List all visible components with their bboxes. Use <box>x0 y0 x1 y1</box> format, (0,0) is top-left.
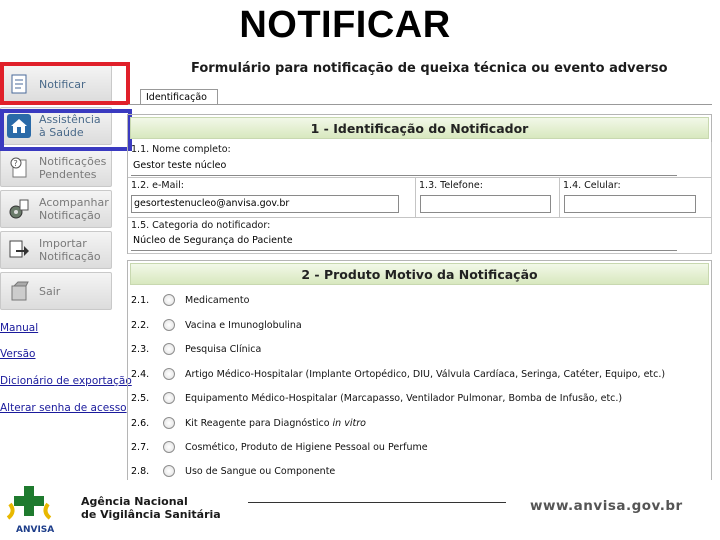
option-number: 2.8. <box>131 465 150 477</box>
manual-link[interactable]: Manual <box>0 322 39 334</box>
export-dictionary-link[interactable]: Dicionário de exportação <box>0 375 132 387</box>
option-number: 2.6. <box>131 417 150 429</box>
name-field[interactable]: Gestor teste núcleo <box>131 158 677 176</box>
highlight-box-red <box>0 62 130 105</box>
sidebar-item-importar[interactable] <box>0 231 112 269</box>
option-row <box>131 317 302 333</box>
anvisa-logo <box>4 482 62 534</box>
sidebar-item-label: Sair <box>39 284 61 298</box>
svg-text:?: ? <box>13 159 18 168</box>
option-label: Uso de Sangue ou Componente <box>185 465 336 477</box>
option-label: Equipamento Médico-Hospitalar (Marcapasso, Ventilador Pulmonar, Bomba de Infusão, etc.) <box>185 392 623 404</box>
phone-field[interactable] <box>420 195 551 213</box>
sidebar-item-pendentes[interactable] <box>0 149 112 187</box>
option-label: Medicamento <box>185 294 250 306</box>
radio-artigo-medico[interactable] <box>163 368 175 380</box>
option-label-text: Kit Reagente para Diagnóstico <box>185 417 333 429</box>
category-label: 1.5. Categoria do notificador: <box>131 220 271 231</box>
option-label: Artigo Médico-Hospitalar (Implante Ortopédico, DIU, Válvula Cardíaca, Seringa, Catéter, Equipo, etc.) <box>185 368 666 380</box>
section-title: 1 - Identificação do Notificador <box>130 117 709 139</box>
phone-label: 1.3. Telefone: <box>419 180 483 191</box>
radio-pesquisa-clinica[interactable] <box>163 343 175 355</box>
option-row <box>131 341 261 357</box>
pending-document-icon <box>5 154 33 182</box>
section-title: 2 - Produto Motivo da Notificação <box>130 263 709 285</box>
tab-identificacao[interactable]: Identificação <box>140 89 218 105</box>
option-label-italic: in vitro <box>332 417 366 429</box>
option-row <box>131 390 622 406</box>
cell-phone-label: 1.4. Celular: <box>563 180 621 191</box>
agency-line-1: Agência Nacional <box>81 495 188 508</box>
name-label: 1.1. Nome completo: <box>131 144 231 155</box>
change-password-link[interactable]: Alterar senha de acesso <box>0 402 127 414</box>
option-row <box>131 292 249 308</box>
website-url: www.anvisa.gov.br <box>530 498 683 514</box>
option-label: Cosmético, Produto de Higiene Pessoal ou Perfume <box>185 441 428 453</box>
option-label <box>185 418 366 429</box>
highlight-box-blue <box>0 109 132 151</box>
option-number: 2.5. <box>131 392 150 404</box>
radio-medicamento[interactable] <box>163 294 175 306</box>
radio-vacina[interactable] <box>163 319 175 331</box>
tab-divider <box>128 104 712 105</box>
option-number: 2.4. <box>131 368 150 380</box>
sidebar-item-label: Acompanhar Notificação <box>39 196 109 222</box>
email-label: 1.2. e-Mail: <box>131 180 184 191</box>
option-row <box>131 366 665 382</box>
option-number: 2.1. <box>131 294 150 306</box>
sidebar-item-label: Importar Notificação <box>39 237 101 263</box>
track-icon <box>5 195 33 223</box>
option-label: Vacina e Imunoglobulina <box>185 319 302 331</box>
option-label: Pesquisa Clínica <box>185 343 262 355</box>
import-icon <box>5 236 33 264</box>
option-row <box>131 415 366 431</box>
radio-cosmetico[interactable] <box>163 441 175 453</box>
exit-icon <box>5 277 33 305</box>
sidebar-item-label: Notificar <box>39 77 86 91</box>
cell-phone-field[interactable] <box>564 195 696 213</box>
option-row <box>131 439 428 455</box>
radio-sangue[interactable] <box>163 465 175 477</box>
logo-text: ANVISA <box>16 525 55 534</box>
footer-divider <box>248 502 506 503</box>
option-number: 2.2. <box>131 319 150 331</box>
email-field[interactable]: gesortestenucleo@anvisa.gov.br <box>131 195 399 213</box>
slide-title: NOTIFICAR <box>239 4 451 46</box>
sidebar-item-sair[interactable] <box>0 272 112 310</box>
option-row <box>131 463 335 479</box>
form-title: Formulário para notificação de queixa técnica ou evento adverso <box>191 61 668 76</box>
sidebar-item-acompanhar[interactable] <box>0 190 112 228</box>
version-link[interactable]: Versão <box>0 348 36 360</box>
sidebar-item-label: Notificações Pendentes <box>39 155 107 181</box>
agency-line-2: de Vigilância Sanitária <box>81 508 221 521</box>
agency-name <box>81 495 221 521</box>
radio-kit-reagente[interactable] <box>163 417 175 429</box>
option-number: 2.7. <box>131 441 150 453</box>
radio-equipamento[interactable] <box>163 392 175 404</box>
sidebar-item-label: Assistência à Saúde <box>39 113 101 139</box>
category-field[interactable]: Núcleo de Segurança do Paciente <box>131 233 677 251</box>
option-number: 2.3. <box>131 343 150 355</box>
